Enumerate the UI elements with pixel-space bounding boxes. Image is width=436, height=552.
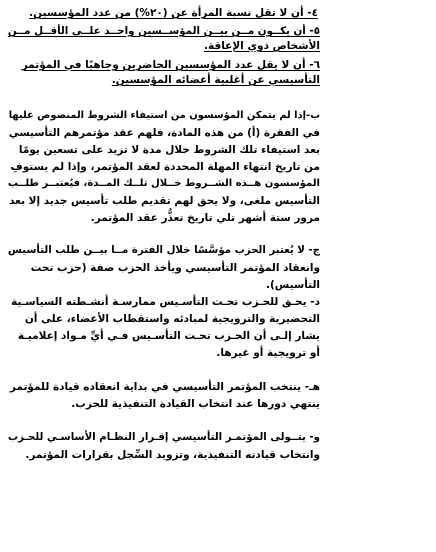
paragraph-b-line-5: المؤسسون هــذه الشــروط خــلال تلــك المــدة، فيُعتبــر طلــب: [7, 178, 320, 189]
paragraph-b-line-1: ب-إذا لم يتمكن المؤسسون من استيفاء الشروط المنصوص عليها: [8, 110, 320, 121]
condition-6-line-1: ٦- أن لا يقل عدد المؤسسين الحاضرين وجاهيًا في المؤتمر: [21, 59, 320, 71]
paragraph-c-line-3: التأسيس).: [265, 279, 320, 291]
paragraph-d-line-4: أو ترويجية أو غيرها.: [216, 347, 320, 359]
paragraph-b-line-3: بعد استيفاء تلك الشروط خلال مدة لا تزيد على تسعين يومًا: [18, 144, 320, 156]
condition-5-line-2: الأشخاص ذوي الإعاقة.: [204, 40, 320, 52]
paragraph-d-line-3: يشار إلـى أن الحـزب تحـت التأسـيس فـي أيِّ مـواد إعلاميـة: [17, 330, 320, 342]
paragraph-b-line-4: من تاريخ انتهاء المهلة المحددة لعقد المؤتمر، وإذا لم يستوفِ: [10, 161, 320, 173]
paragraph-f-line-1: و- يتــولى المؤتمـر التأسيسي إقـرار النظـام الأساسـي للحـزب: [7, 432, 320, 443]
paragraph-f-line-2: وانتخاب قيادته التنفيذية، وتزويد السِّجل بقرارات المؤتمر.: [25, 449, 320, 461]
paragraph-b-line-6: التأسيس ملغى، ولا يحق لهم تقديم طلب تأسيس جديد إلا بعد: [9, 195, 320, 207]
paragraph-d-line-2: التحضيرية والترويجية لمبادئه واستقطاب الأعضاء، على أن: [24, 313, 320, 325]
paragraph-c-line-1: ج- لا يُعتبر الحزب مؤسَّسًا خلال الفترة مــا بيــن طلب التأسيس: [7, 245, 320, 256]
paragraph-c-line-2: وانعقاد المؤتمر التأسيسي ويأخذ الحزب صفة (حزب تحت: [30, 262, 320, 274]
condition-5-line-1: ٥- أن يكــون مــن بيــن المؤســسين واحــد علــى الأقــل مــن: [7, 25, 320, 37]
paragraph-e-line-1: هـ- ينتخب المؤتمر التأسيسي في بداية انعقاده قيادة للمؤتمر: [9, 381, 320, 393]
paragraph-b-line-7: مرور ستة أشهر تلي تاريخ تعذُّر عقد المؤتمر.: [90, 212, 320, 224]
paragraph-d-line-1: د- يحـق للحـزب تحـت التأسـيس ممارسـة أنشـطته السياسـية: [11, 296, 320, 308]
condition-4-line-1: ٤- أن لا تقل نسبة المرأة عن (٢٠%) من عدد المؤسسين.: [29, 7, 318, 19]
paragraph-b-line-2: في الفقرة (أ) من هذه المادة، فلهم عقد مؤتمرهم التأسيسي: [8, 127, 320, 139]
paragraph-e-line-2: ينتهي دورها عند انتخاب القيادة التنفيذية للحزب.: [71, 398, 320, 410]
condition-6-line-2: التأسيسي عن أغلبية أعضائه المؤسسين.: [111, 74, 320, 86]
